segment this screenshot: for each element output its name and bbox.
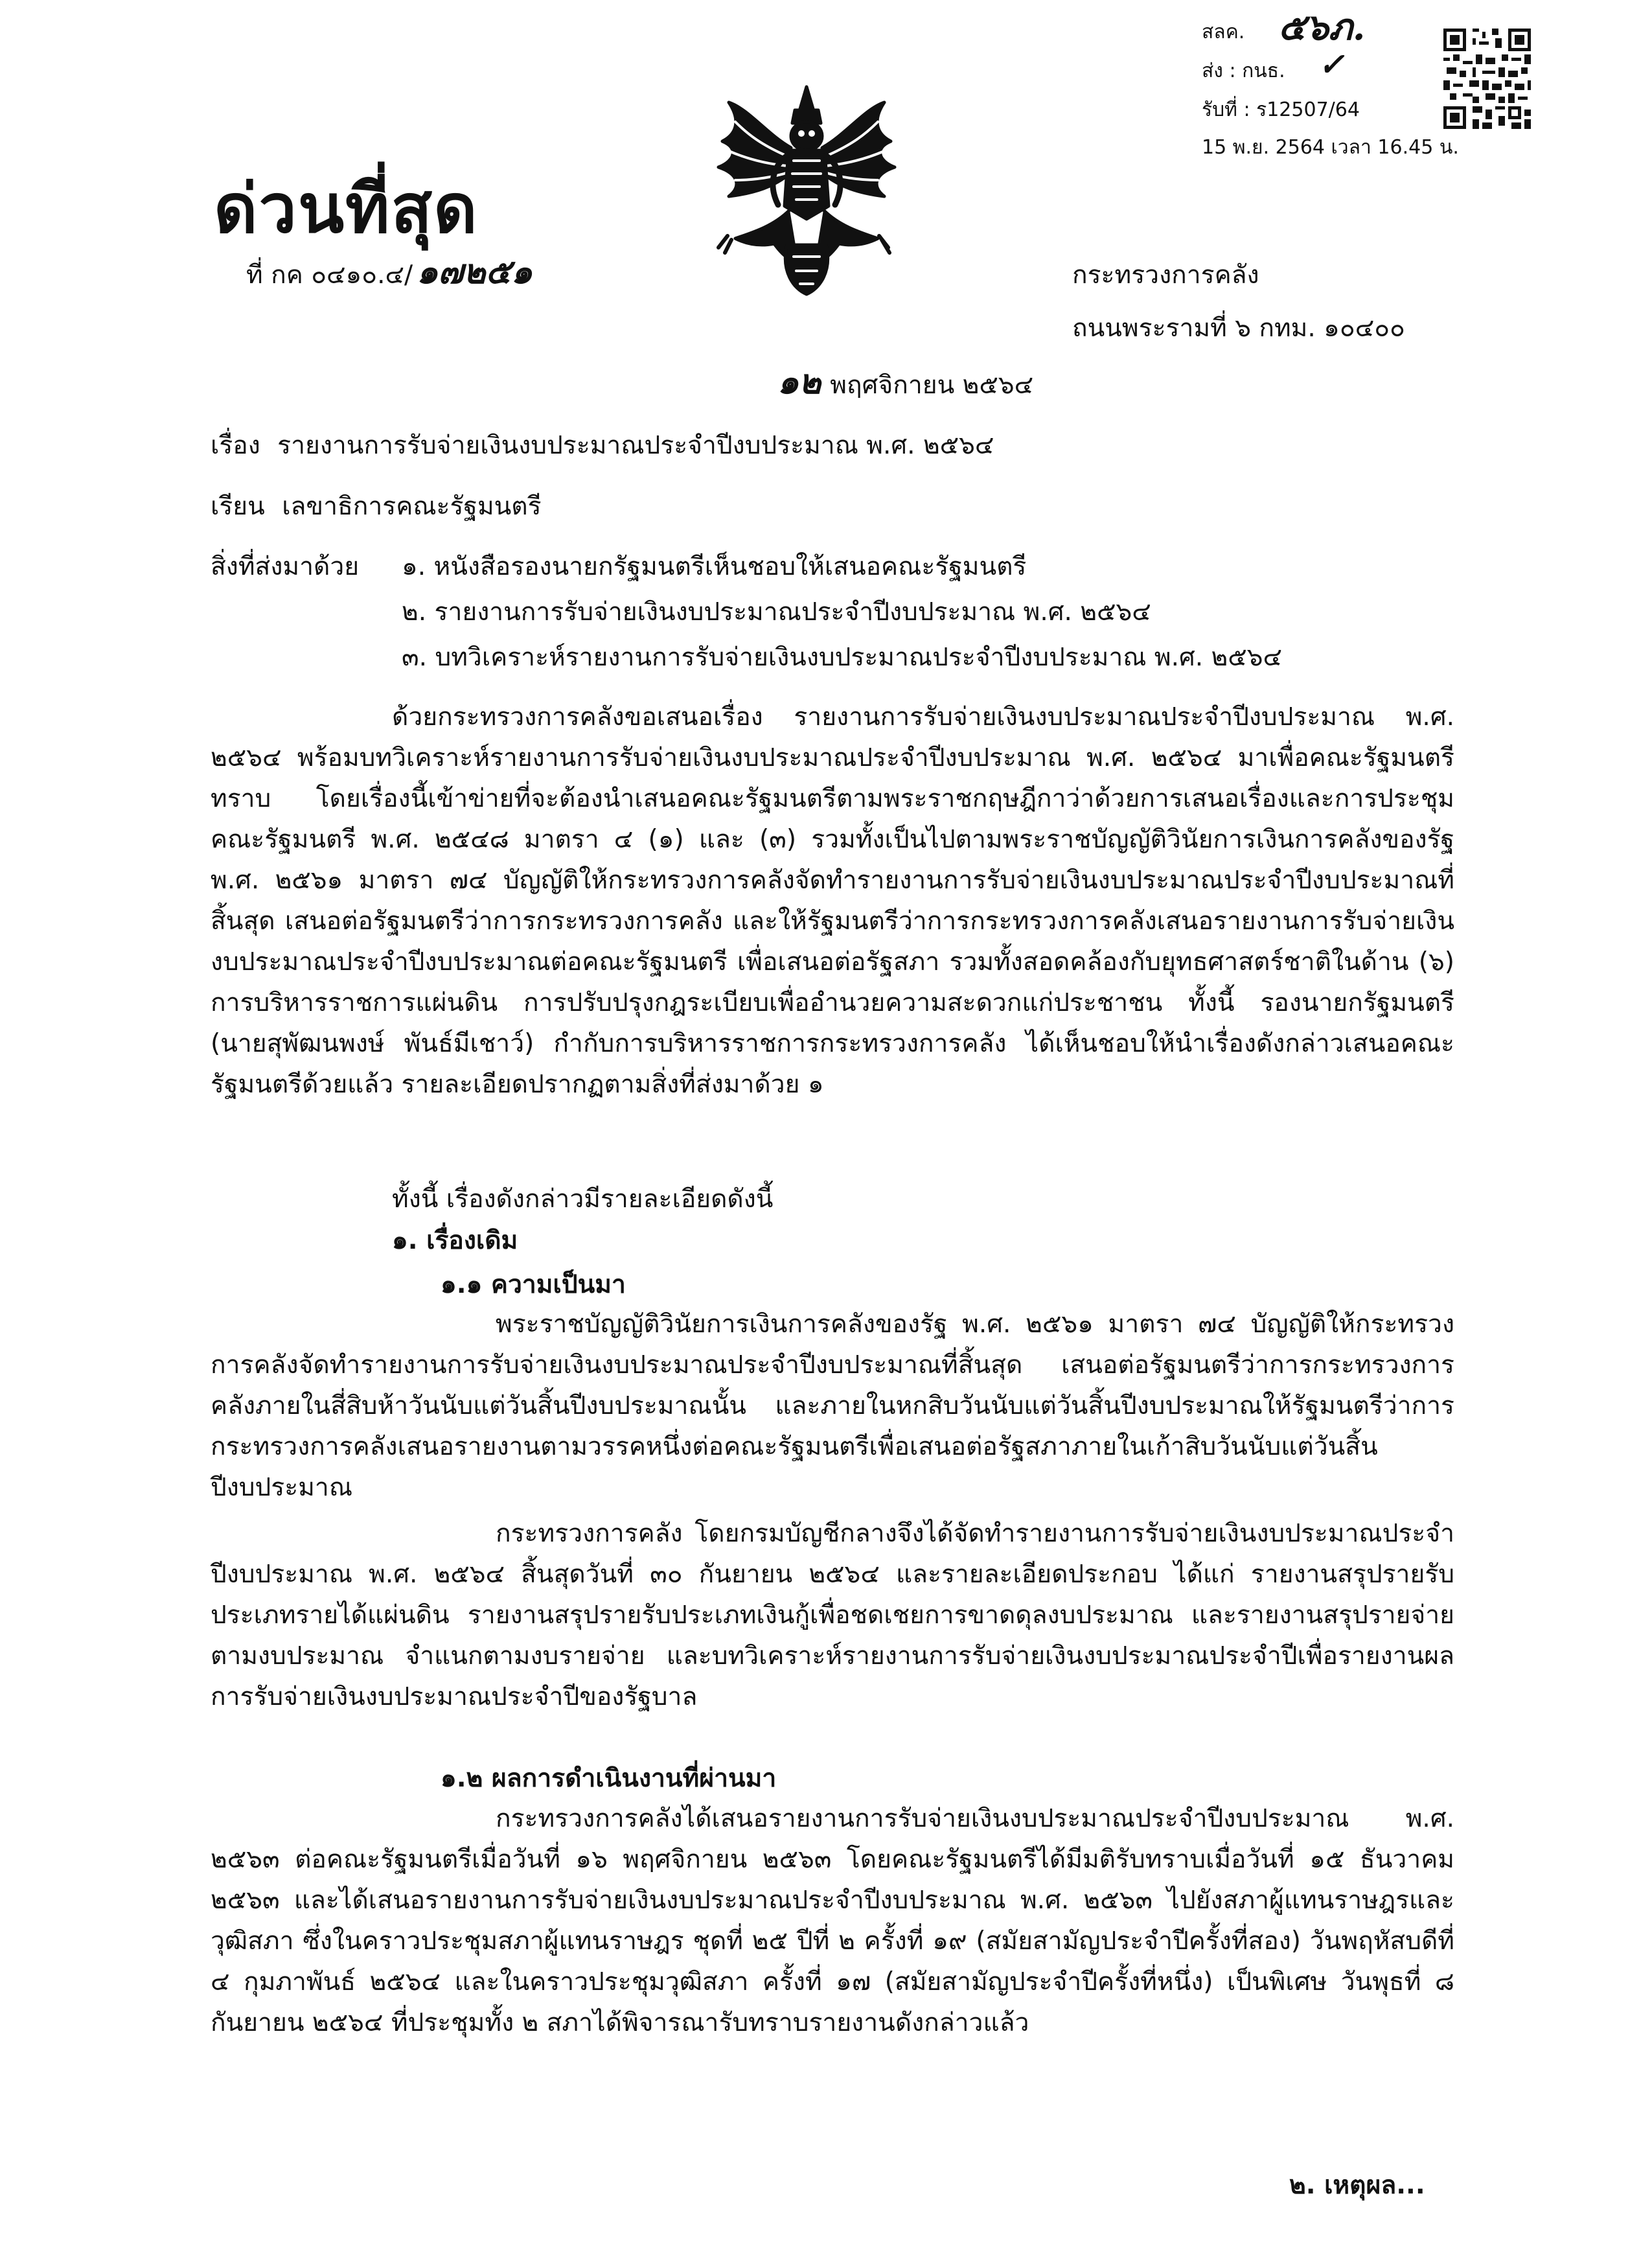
stamp-received-datetime: 15 พ.ย. 2564 เวลา 16.45 น. [1202, 136, 1459, 159]
enclosure-item: ๑. หนังสือรองนายกรัฐมนตรีเห็นชอบให้เสนอคณะรัฐมนตรี [402, 552, 1027, 581]
details-intro: ทั้งนี้ เรื่องดังกล่าวมีรายละเอียดดังนี้ [392, 1185, 774, 1214]
reference-number [246, 252, 533, 292]
check-mark-icon: ✓ [1318, 47, 1345, 83]
subject-row [211, 430, 994, 462]
urgency-stamp: ด่วนที่สุด [214, 168, 479, 248]
garuda-emblem-icon [709, 83, 904, 297]
section-1-2-title: ๑.๒ ผลการดำเนินงานที่ผ่านมา [441, 1764, 777, 1793]
section-1-1-paragraph-1: พระราชบัญญัติวินัยการเงินการคลังของรัฐ พ.ศ. ๒๕๖๑ มาตรา ๗๔ บัญญัติให้กระทรวงการคลังจัดทำรายงานการรับจ่ายเงินงบประมาณประจำปีงบประมาณที่สิ้นสุด เสนอต่อรัฐมนตรีว่าการกระทรวงการคลังภายในสี่สิบห้าวันนับแต่วันสิ้นปีงบประมาณนั้น และภายในหกสิบวันนับแต่วันสิ้นปีงบประมาณให้รัฐมนตรีว่าการกระทรวงการคลังเสนอรายงานตามวรรคหนึ่งต่อคณะรัฐมนตรีเพื่อเสนอต่อรัฐสภาภายในเก้าสิบวันนับแต่วันสิ้นปีงบประมาณ [211, 1310, 1454, 1502]
stamp-code-handwritten: ๕๖ภ. [1278, 6, 1366, 49]
to-text: เลขาธิการคณะรัฐมนตรี [282, 492, 542, 521]
date-day-handwritten: ๑๒ [777, 362, 821, 402]
to-row [211, 491, 542, 523]
stamp-received-number: รับที่ : ร12507/64 [1202, 98, 1360, 121]
sender-ministry: กระทรวงการคลัง [1072, 260, 1259, 290]
section-1-1-paragraph-2: กระทรวงการคลัง โดยกรมบัญชีกลางจึงได้จัดทำรายงานการรับจ่ายเงินงบประมาณประจำปีงบประมาณ พ.ศ. ๒๕๖๔ สิ้นสุดวันที่ ๓๐ กันยายน ๒๕๖๔ และรายละเอียดประกอบ ได้แก่ รายงานสรุปรายรับประเภทรายได้แผ่นดิน รายงานสรุปรายรับประเภทเงินกู้เพื่อชดเชยการขาดดุลงบประมาณ และรายงานสรุปรายจ่ายตามงบประมาณ จำแนกตามงบรายจ่าย และบทวิเคราะห์รายงานการรับจ่ายเงินงบประมาณประจำปีเพื่อรายงานผลการรับจ่ายเงินงบประมาณประจำปีของรัฐบาล [211, 1519, 1454, 1711]
intro-paragraph: ด้วยกระทรวงการคลังขอเสนอเรื่อง รายงานการรับจ่ายเงินงบประมาณประจำปีงบประมาณ พ.ศ. ๒๕๖๔ พร้อมบทวิเคราะห์รายงานการรับจ่ายเงินงบประมาณประจำปีงบประมาณ พ.ศ. ๒๕๖๔ มาเพื่อคณะรัฐมนตรีทราบ โดยเรื่องนี้เข้าข่ายที่จะต้องนำเสนอคณะรัฐมนตรีตามพระราชกฤษฎีกาว่าด้วยการเสนอเรื่องและการประชุมคณะรัฐมนตรี พ.ศ. ๒๕๔๘ มาตรา ๔ (๑) และ (๓) รวมทั้งเป็นไปตามพระราชบัญญัติวินัยการเงินการคลังของรัฐ พ.ศ. ๒๕๖๑ มาตรา ๗๔ บัญญัติให้กระทรวงการคลังจัดทำรายงานการรับจ่ายเงินงบประมาณประจำปีงบประมาณที่สิ้นสุด เสนอต่อรัฐมนตรีว่าการกระทรวงการคลัง และให้รัฐมนตรีว่าการกระทรวงการคลังเสนอรายงานการรับจ่ายเงินงบประมาณประจำปีงบประมาณต่อคณะรัฐมนตรี เพื่อเสนอต่อรัฐสภา รวมทั้งสอดคล้องกับยุทธศาสตร์ชาติในด้าน (๖) การบริหารราชการแผ่นดิน การปรับปรุงกฎระเบียบเพื่ออำนวยความสะดวกแก่ประชาชน ทั้งนี้ รองนายกรัฐมนตรี (นายสุพัฒนพงษ์ พันธ์มีเชาว์) กำกับการบริหารราชการกระทรวงการคลัง ได้เห็นชอบให้นำเรื่องดังกล่าวเสนอคณะรัฐมนตรีด้วยแล้ว รายละเอียดปรากฏตามสิ่งที่ส่งมาด้วย ๑ [211, 702, 1454, 1099]
section-1-title: ๑. เรื่องเดิม [392, 1226, 518, 1255]
stamp-code-label: สลค. [1202, 21, 1245, 43]
section-1-2-paragraph: กระทรวงการคลังได้เสนอรายงานการรับจ่ายเงินงบประมาณประจำปีงบประมาณ พ.ศ. ๒๕๖๓ ต่อคณะรัฐมนตรีเมื่อวันที่ ๑๖ พฤศจิกายน ๒๕๖๓ โดยคณะรัฐมนตรีได้มีมติรับทราบเมื่อวันที่ ๑๕ ธันวาคม ๒๕๖๓ และได้เสนอรายงานการรับจ่ายเงินงบประมาณประจำปีงบประมาณ พ.ศ. ๒๕๖๓ ไปยังสภาผู้แทนราษฎรและวุฒิสภา ซึ่งในคราวประชุมสภาผู้แทนราษฎร ชุดที่ ๒๕ ปีที่ ๒ ครั้งที่ ๑๙ (สมัยสามัญประจำปีครั้งที่สอง) วันพฤหัสบดีที่ ๔ กุมภาพันธ์ ๒๕๖๔ และในคราวประชุมวุฒิสภา ครั้งที่ ๑๗ (สมัยสามัญประจำปีครั้งที่หนึ่ง) เป็นพิเศษ วันพุธที่ ๘ กันยายน ๒๕๖๔ ที่ประชุมทั้ง ๒ สภาได้พิจารณารับทราบรายงานดังกล่าวแล้ว [211, 1804, 1454, 2037]
subject-text: รายงานการรับจ่ายเงินงบประมาณประจำปีงบประมาณ พ.ศ. ๒๕๖๔ [277, 431, 994, 460]
section-1-1-title: ๑.๑ ความเป็นมา [441, 1270, 626, 1299]
date-month-year: พฤศจิกายน ๒๕๖๔ [830, 371, 1034, 400]
stamp-sent-to: ส่ง : กนธ. [1202, 60, 1285, 82]
page-continuation: ๒. เหตุผล... [1289, 2171, 1425, 2200]
enclosure-item: ๒. รายงานการรับจ่ายเงินงบประมาณประจำปีงบประมาณ พ.ศ. ๒๕๖๔ [402, 597, 1151, 627]
reference-handwritten: ๑๗๒๕๑ [417, 252, 533, 292]
enclosures-label: สิ่งที่ส่งมาด้วย [211, 552, 360, 581]
sender-address: ถนนพระรามที่ ๖ กทม. ๑๐๔๐๐ [1072, 314, 1405, 343]
reference-prefix: ที่ กค ๐๔๑๐.๔/ [246, 260, 413, 290]
enclosure-item: ๓. บทวิเคราะห์รายงานการรับจ่ายเงินงบประมาณประจำปีงบประมาณ พ.ศ. ๒๕๖๔ [402, 643, 1283, 672]
qr-code-icon [1443, 29, 1531, 129]
letter-date [777, 362, 1034, 402]
subject-label: เรื่อง [211, 431, 260, 460]
to-label: เรียน [211, 492, 265, 521]
